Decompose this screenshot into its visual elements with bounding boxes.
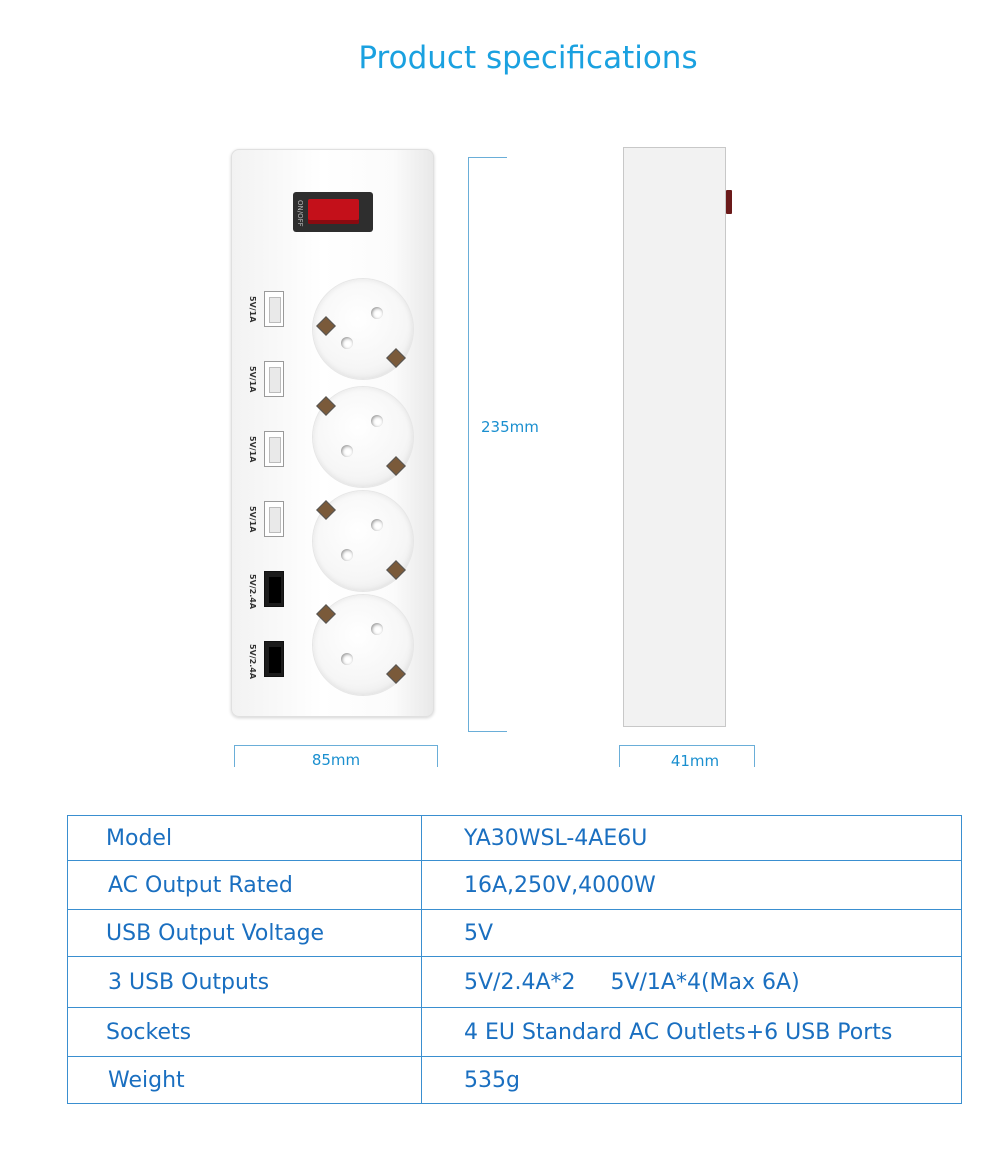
usb-port — [264, 291, 284, 327]
usb-port-label: 5V/2.4A — [248, 644, 257, 680]
length-dimension-bracket — [468, 157, 507, 732]
usb-port — [264, 361, 284, 397]
spec-value: YA30WSL-4AE6U — [422, 816, 962, 861]
spec-label: 3 USB Outputs — [68, 957, 422, 1008]
eu-socket — [313, 595, 413, 695]
spec-label: Weight — [68, 1057, 422, 1104]
usb-port-label: 5V/1A — [248, 295, 257, 323]
spec-value: 16A,250V,4000W — [422, 861, 962, 910]
usb-port-label: 5V/1A — [248, 365, 257, 393]
spec-value: 5V — [422, 910, 962, 957]
spec-label: AC Output Rated — [68, 861, 422, 910]
table-row — [68, 1008, 962, 1057]
spec-label: Sockets — [68, 1008, 422, 1057]
table-row — [68, 957, 962, 1008]
width-dimension-label: 85mm — [311, 751, 361, 769]
switch-side-profile — [726, 190, 732, 214]
usb-port — [264, 641, 284, 677]
eu-socket — [313, 387, 413, 487]
eu-socket — [313, 279, 413, 379]
usb-port-label: 5V/1A — [248, 435, 257, 463]
spec-value: 535g — [422, 1057, 962, 1104]
switch-rocker — [308, 199, 359, 224]
power-switch — [293, 192, 373, 232]
usb-port — [264, 501, 284, 537]
power-strip-side-view — [623, 147, 726, 727]
usb-port-label: 5V/1A — [248, 505, 257, 533]
table-row — [68, 1057, 962, 1104]
table-row — [68, 910, 962, 957]
eu-socket — [313, 491, 413, 591]
usb-port — [264, 571, 284, 607]
spec-label: Model — [68, 816, 422, 861]
switch-marking: ON/OFF — [296, 200, 304, 227]
length-dimension-label: 235mm — [481, 418, 539, 436]
usb-port-label: 5V/2.4A — [248, 574, 257, 610]
spec-label: USB Output Voltage — [68, 910, 422, 957]
table-row — [68, 861, 962, 910]
table-row — [68, 816, 962, 861]
page-title: Product specifications — [358, 40, 698, 76]
usb-port — [264, 431, 284, 467]
spec-value: 5V/2.4A*2 5V/1A*4(Max 6A) — [422, 957, 962, 1008]
spec-value: 4 EU Standard AC Outlets+6 USB Ports — [422, 1008, 962, 1057]
depth-dimension-label: 41mm — [670, 752, 720, 770]
power-strip-front-view — [231, 149, 434, 717]
spec-table — [67, 815, 962, 1104]
